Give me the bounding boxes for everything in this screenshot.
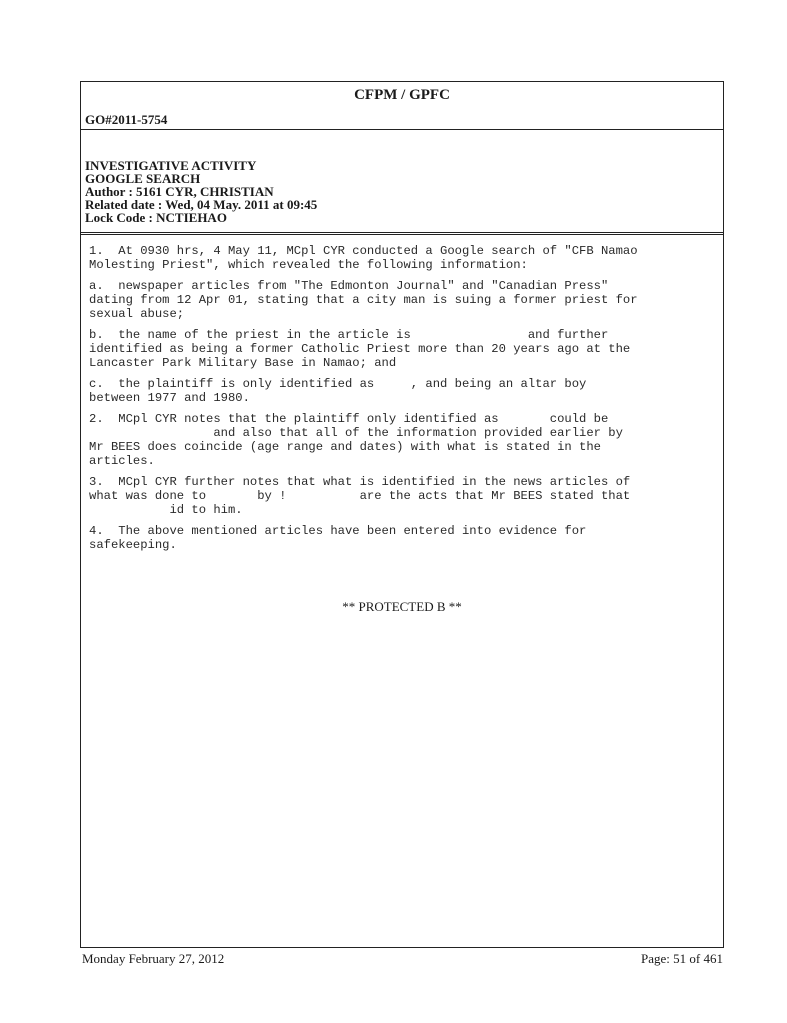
activity-related-date: Related date : Wed, 04 May. 2011 at 09:45 [85, 197, 318, 212]
divider [81, 129, 723, 130]
double-divider [81, 232, 723, 237]
activity-block [85, 159, 317, 224]
go-number: GO#2011-5754 [85, 112, 168, 127]
report-frame [80, 81, 724, 948]
paragraph-2: 2. MCpl CYR notes that the plaintiff only identified as could be and also that all of the information provided earlier by Mr BEES does coincide (age range and dates) with what is stated in the articles. [89, 412, 623, 468]
paragraph-3: 3. MCpl CYR further notes that what is identified in the news articles of what was done to by ! are the acts that Mr BEES stated that id to him. [89, 475, 631, 517]
footer-date: Monday February 27, 2012 [82, 951, 225, 966]
activity-author: Author : 5161 CYR, CHRISTIAN [85, 184, 274, 199]
paragraph-c: c. the plaintiff is only identified as , and being an altar boy between 1977 and 1980. [89, 377, 587, 405]
activity-lock-code: Lock Code : NCTIEHAO [85, 210, 227, 225]
classification-marking: ** PROTECTED B ** [342, 599, 462, 614]
paragraph-a: a. newspaper articles from "The Edmonton Journal" and "Canadian Press" dating from 12 Apr 01, stating that a city man is suing a former priest for sexual abuse; [89, 279, 638, 321]
paragraph-4: 4. The above mentioned articles have been entered into evidence for safekeeping. [89, 524, 587, 552]
footer-page-number: Page: 51 of 461 [641, 951, 723, 966]
paragraph-1: 1. At 0930 hrs, 4 May 11, MCpl CYR conducted a Google search of "CFB Namao Molesting Priest", which revealed the following information: [89, 244, 638, 272]
activity-subtype: GOOGLE SEARCH [85, 171, 201, 186]
report-body [89, 244, 717, 559]
report-title: CFPM / GPFC [354, 87, 450, 103]
paragraph-b: b. the name of the priest in the article is and further identified as being a former Catholic Priest more than 20 years ago at the Lancaster Park Military Base in Namao; and [89, 328, 631, 370]
activity-type: INVESTIGATIVE ACTIVITY [85, 158, 257, 173]
